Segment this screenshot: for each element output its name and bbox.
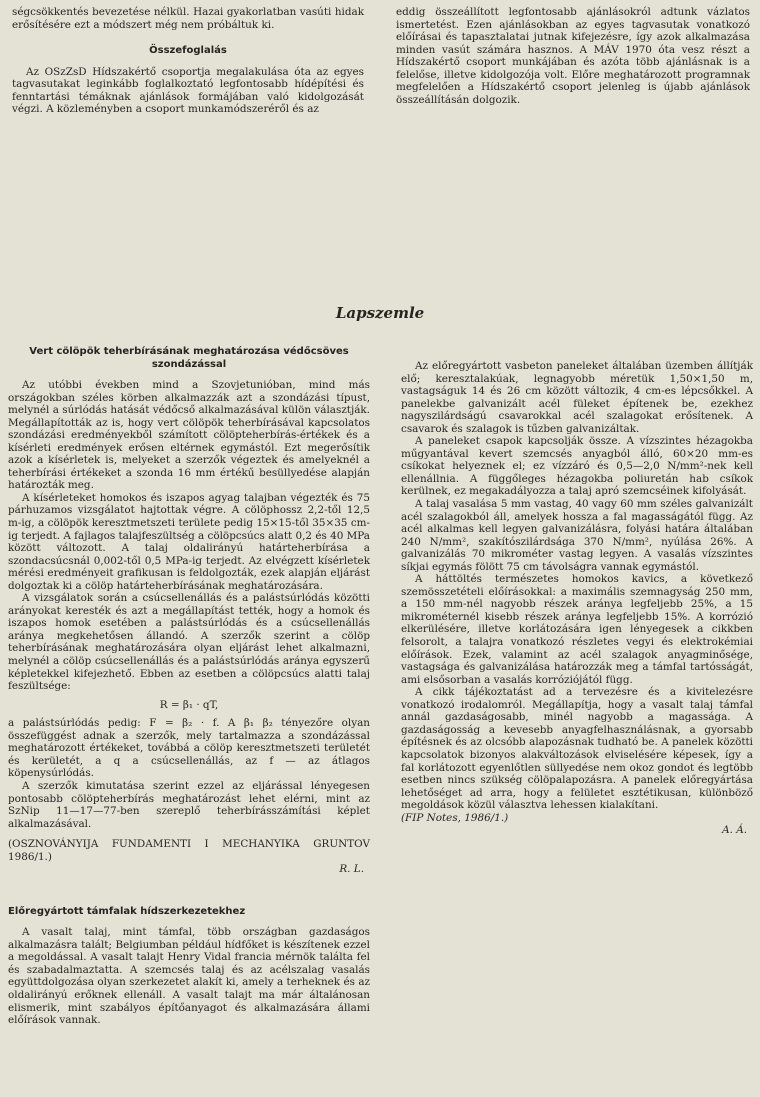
article-1-source: (OSZNOVÁNYIJA FUNDAMENTI I MECHANYIKA GRUNTOV 1986/1.) <box>8 838 370 863</box>
article-1-formula: R = β₁ · qT, <box>159 698 219 711</box>
article-2-paragraph-6: A cikk tájékoztatást ad a tervezésre és a kivitelezésre vonatkozó irodalomról. Megállapítja, hogy a vasalt talaj támfal annál gazdaságosabb, minél nagyobb a magassága. A gazdaságosság a kevesebb anyagfelhasználásnak, a gyorsabb építésnek és az olcsóbb alapozásnak tudható be. A panelek közötti kapcsolatok bizonyos alakváltozások elviselésére képesek, így a fal korlátozott egyenlőtlen süllyedése nem okoz gondot és legtöbb esetben nincs szükség cölöpalapozásra. A panelek előregyártása lehetőséget ad arra, hogy a felületet esztétikusan, különböző megoldások közül választva lehessen kialakítani. <box>401 686 753 812</box>
intro-paragraph: ségcsökkentés bevezetése nélkül. Hazai gyakorlatban vasúti hidak erősítésére ezt a módszert még nem próbáltuk ki. <box>12 6 364 31</box>
summary-paragraph: Az OSzZsD Hídszakértő csoportja megalakulása óta az egyes tagvasutakat leginkább foglalkoztató legfontosabb hídépítési és fenntartási témáknak ajánlások formájában való kidolgozását végzi. A közleményben a csoport munkamódszeréről és az <box>12 65 364 116</box>
bottom-left-column <box>8 346 371 1027</box>
article-1-paragraph-3: A vizsgálatok során a csúcsellenállás és a palástsúrlódás közötti arányokat keresték és azt a megállapítást tették, hogy a homok és iszapos homok esetében a palástsúrlódás és a csúcsellenállás aránya megkehetősen állandó. A szerzők szerint a cölöp teherbírásának meghatározására olyan eljárást lehet alkalmazni, melynél a cölöp csúcsellenállás és a palástsúrlódás aránya egyszerű képletekkel kifejezhető. Ebben az esetben a cölöpcsúcs alatti talaj feszültsége: <box>8 592 370 693</box>
article-1-title: Vert cölöpök teherbírásának meghatározása védőcsöves szondázással <box>29 346 349 370</box>
continuation-paragraph: eddig összeállított legfontosabb ajánlásokról adtunk vázlatos ismertetést. Ezen ajánlásokban az egyes tagvasutak vonatkozó előírásai és tapasztalatai jutnak kifejezésre, így azok alkalmazása minden vasút számára hasznos. A MÁV 1970 óta vesz részt a Hídszakértő csoport munkájában és azóta több ajánlásnak is a felelőse, illetve kidolgozója volt. Előre meghatározott programnak megfelelően a Hídszakértő csoport jelenleg is újabb ajánlások összeállításán dolgozik. <box>396 6 750 106</box>
article-1-paragraph-4: a palástsúrlódás pedig: F = β₂ · f. A β₁ β₂ tényezőre olyan összefüggést adnak a szerzők, mely tartalmazza a szondázással meghatározott értékeket, továbbá a cölöp keresztmetszeti területét és kerületét, a q a csúcsellenállás, az f — az átlagos köpenysúrlódás. <box>8 717 370 780</box>
article-2-paragraph-2: Az előregyártott vasbeton paneleket általában üzemben állítják elő; keresztalakúak, legnagyobb méretük 1,50×1,50 m, vastagságuk 14 és 26 cm között változik, 4 cm-es lépcsőkkel. A panelekbe galvanizált acél füleket építenek be, ezekhez nagyszilárdságú csavarokkal acél szalagokat erősítenek. A csavarok és szalagok is tűzben galvanizáltak. <box>401 360 753 435</box>
bottom-right-column <box>401 346 753 837</box>
section-title: Lapszemle <box>335 304 425 322</box>
article-2-title: Előregyártott támfalak hídszerkezetekhez <box>8 905 246 917</box>
top-right-column <box>396 6 750 106</box>
article-2-paragraph-4: A talaj vasalása 5 mm vastag, 40 vagy 60 mm széles galvanizált acél szalagokból áll, amelyek hossza a fal magasságától függ. Az acél alkalmas kell legyen galvanizálásra, folyási határa általában 240 N/mm², szakítószilárdsága 370 N/mm², nyúlása 26%. A galvanizálás 70 mikrométer vastag legyen. A vasalás vízszintes síkjai egymás fölött 75 cm távolságra vannak egymástól. <box>401 498 753 573</box>
article-2-paragraph-3: A paneleket csapok kapcsolják össze. A vízszintes hézagokba műgyantával kevert szemcsés anyagból álló, 60×20 mm-es csíkokat helyeznek el; ez vízzáró és 0,5—2,0 N/mm²-nek kell ellenállnia. A függőleges hézagokba poliuretán hab csíkok kerülnek, ez megakadályozza a talaj apró szemcséinek kifolyását. <box>401 435 753 498</box>
article-2-signature: A. Á. <box>722 824 747 837</box>
article-2-source: (FIP Notes, 1986/1.) <box>401 811 509 824</box>
article-1-paragraph-1: Az utóbbi években mind a Szovjetunióban, mind más országokban széles körben alkalmazzák azt a szondázási típust, melynél a súrlódás hatását védőcső alkalmazásával külön választják. Megállapították az is, hogy vert cölöpök teherbírásával kapcsolatos szondázási eredményekből számított cölöpteherbírás-értékek és a kísérleti eredmények erősen eltérnek egymástól. Ezt megerősítik azok a kísérletek is, melyeket a szerzők végeztek és amelyeknél a teherbírási értékeket a szonda 16 mm értékű besüllyedése alapján határozták meg. <box>8 379 370 492</box>
article-1-signature: R. L. <box>339 863 364 876</box>
top-left-column <box>12 6 364 116</box>
article-2-paragraph-1: A vasalt talaj, mint támfal, több országban gazdaságos alkalmazásra talált; Belgiumban például hídfőket is készítenek ezzel a megoldással. A vasalt talajt Henry Vidal francia mérnök találta fel és szabadalmaztatta. A szemcsés talaj és az acélszalag vasalás együttdolgozása olyan szerkezetet alakít ki, amely a terheknek és az oldalirányú erőknek ellenáll. A vasalt talajt ma már általánosan elismerik, mint szabályos építőanyagot és alkalmazására állami előírások vannak. <box>8 926 370 1027</box>
summary-heading: Összefoglalás <box>149 45 227 57</box>
article-1-paragraph-5: A szerzők kimutatása szerint ezzel az eljárással lényegesen pontosabb cölöpteherbírás meghatározást lehet elérni, mint az SzNip 11—17—77-ben szereplő teherbírásszámítási képlet alkalmazásával. <box>8 779 370 830</box>
article-2-paragraph-5: A háttöltés természetes homokos kavics, a következő szemösszetételi előírásokkal: a maximális szemnagyság 250 mm, a 150 mm-nél nagyobb részek aránya legfeljebb 25%, a 15 mikrométernél kisebb részek aránya legfeljebb 15%. A korrózió elkerülésére, illetve korlátozására igen lényegesek a cikkben felsorolt, a talajra vonatkozó részletes vegyi és elektrokémiai előírások. Ezek, valamint az acél szalagok anyagminősége, vastagsága és galvanizálása határozzák meg a támfal tartósságát, ami elsősorban a vasalás korróziójától függ. <box>401 573 753 686</box>
article-1-paragraph-2: A kísérleteket homokos és iszapos agyag talajban végezték és 75 párhuzamos vizsgálatot hajtottak végre. A cölöphossz 2,2-től 12,5 m-ig, a cölöpök keresztmetszeti területe pedig 15×15-től 35×35 cm-ig terjedt. A fajlagos talajfeszültség a cölöpcsúcs alatt 0,2 és 40 MPa között változott. A talaj oldalirányú határteherbírása a szondacsúcsnál 0,002-től 0,5 MPa-ig terjedt. Az elvégzett kísérletek mérési eredményeit grafikusan is feldolgozták, ezek alapján eljárást dolgoztak ki a cölöp határteherbírásának meghatározására. <box>8 491 371 592</box>
